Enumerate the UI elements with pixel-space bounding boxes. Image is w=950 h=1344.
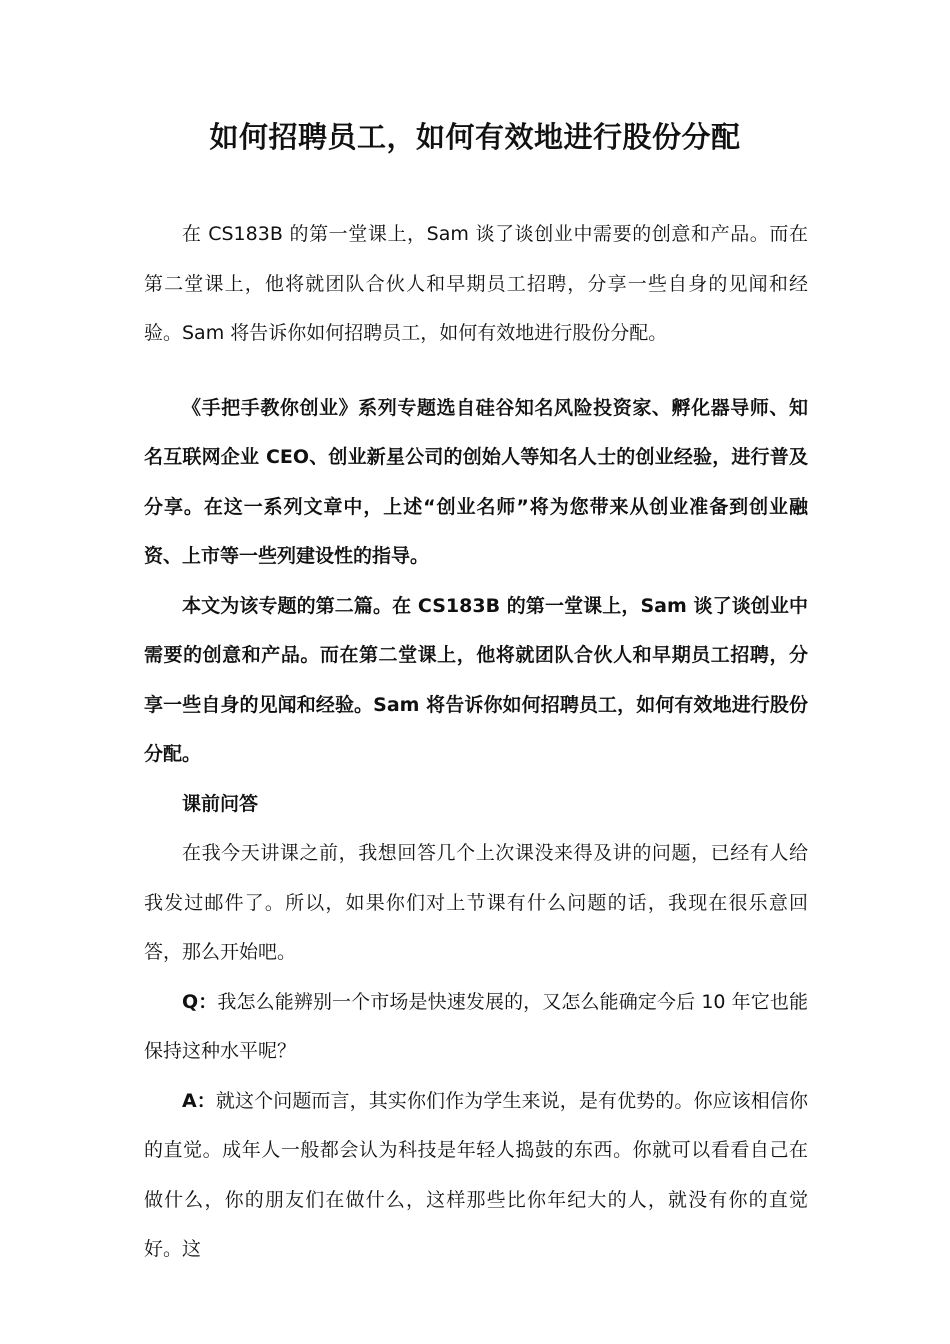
question-label: Q： [182, 990, 218, 1013]
article-summary-paragraph: 本文为该专题的第二篇。在 CS183B 的第一堂课上，Sam 谈了谈创业中需要的创意和产品。而在第二堂课上，他将就团队合伙人和早期员工招聘，分享一些自身的见闻和经验。Sam 将告诉你如何招聘员工，如何有效地进行股份分配。 [144, 594, 808, 765]
intro-paragraph: 在 CS183B 的第一堂课上，Sam 谈了谈创业中需要的创意和产品。而在第二堂课上，他将就团队合伙人和早期员工招聘，分享一些自身的见闻和经验。Sam 将告诉你如何招聘员工，如何有效地进行股份分配。 [144, 223, 808, 344]
answer-text: 就这个问题而言，其实你们作为学生来说，是有优势的。你应该相信你的直觉。成年人一般都会认为科技是年轻人捣鼓的东西。你就可以看看自己在做什么，你的朋友们在做什么，这样那些比你年纪大的人，就没有你的直觉好。这 [144, 1089, 808, 1260]
document-body [144, 210, 808, 1275]
section-intro-paragraph: 在我今天讲课之前，我想回答几个上次课没来得及讲的问题，已经有人给我发过邮件了。所以，如果你们对上节课有什么问题的话，我现在很乐意回答，那么开始吧。 [144, 842, 808, 963]
document-title: 如何招聘员工，如何有效地进行股份分配 [209, 120, 741, 154]
question-paragraph [144, 978, 808, 1077]
answer-paragraph [144, 1077, 808, 1275]
question-text: 我怎么能辨别一个市场是快速发展的，又怎么能确定今后 10 年它也能保持这种水平呢？ [144, 990, 809, 1062]
section-heading: 课前问答 [182, 792, 259, 815]
series-description-paragraph: 《手把手教你创业》系列专题选自硅谷知名风险投资家、孵化器导师、知名互联网企业 CEO、创业新星公司的创始人等知名人士的创业经验，进行普及分享。在这一系列文章中，上述“创业名师”将为您带来从创业准备到创业融资、上市等一些列建设性的指导。 [144, 396, 808, 567]
answer-label: A： [182, 1089, 216, 1112]
